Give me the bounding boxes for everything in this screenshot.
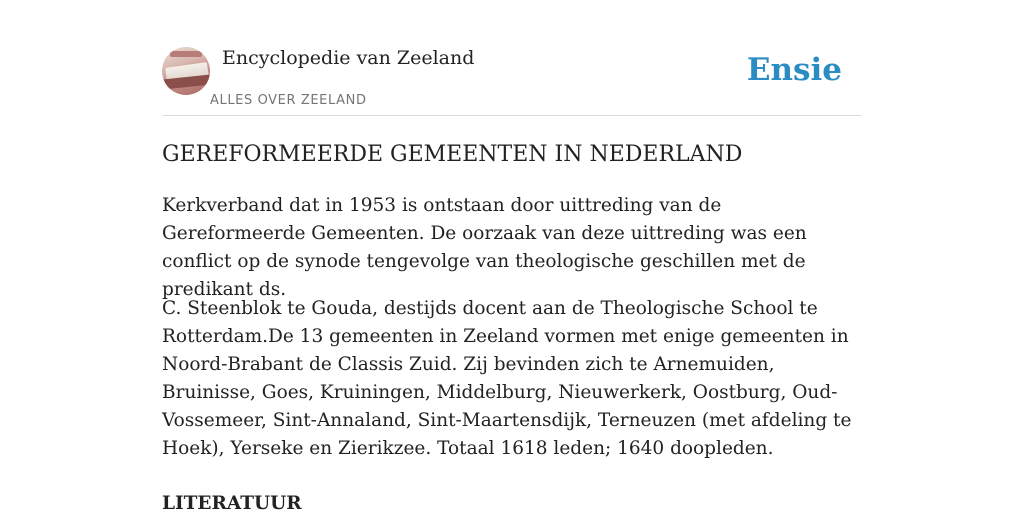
literature-heading: LITERATUUR: [162, 493, 302, 512]
article-title: GEREFORMEERDE GEMEENTEN IN NEDERLAND: [162, 142, 743, 167]
avatar-book-top: [170, 51, 202, 57]
article-paragraph-1: Kerkverband dat in 1953 is ontstaan door uittreding van de Gereformeerde Gemeenten. De oorzaak van deze uittreding was een conflict op de synode tengevolge van theologische geschillen met de predikant ds.: [162, 195, 807, 300]
article-paragraph-2: C. Steenblok te Gouda, destijds docent aan de Theologische School te Rotterdam.De 13 gemeenten in Zeeland vormen met enige gemeenten in Noord-Brabant de Classis Zuid. Zij bevinden zich te Arnemuiden, Bruinisse, Goes, Kruiningen, Middelburg, Nieuwerkerk, Oostburg, Oud-Vossemeer, Sint-Annaland, Sint-Maartensdijk, Terneuzen (met afdeling te Hoek), Yerseke en Zierikzee. Totaal 1618 leden; 1640 doopleden.: [162, 298, 852, 459]
brand-logo-link[interactable]: Ensie: [746, 52, 842, 88]
site-subtitle: ALLES OVER ZEELAND: [210, 93, 367, 108]
page-container: [162, 0, 862, 512]
site-avatar[interactable]: [162, 47, 210, 95]
site-title[interactable]: Encyclopedie van Zeeland: [222, 47, 475, 69]
header-divider: [162, 115, 862, 116]
